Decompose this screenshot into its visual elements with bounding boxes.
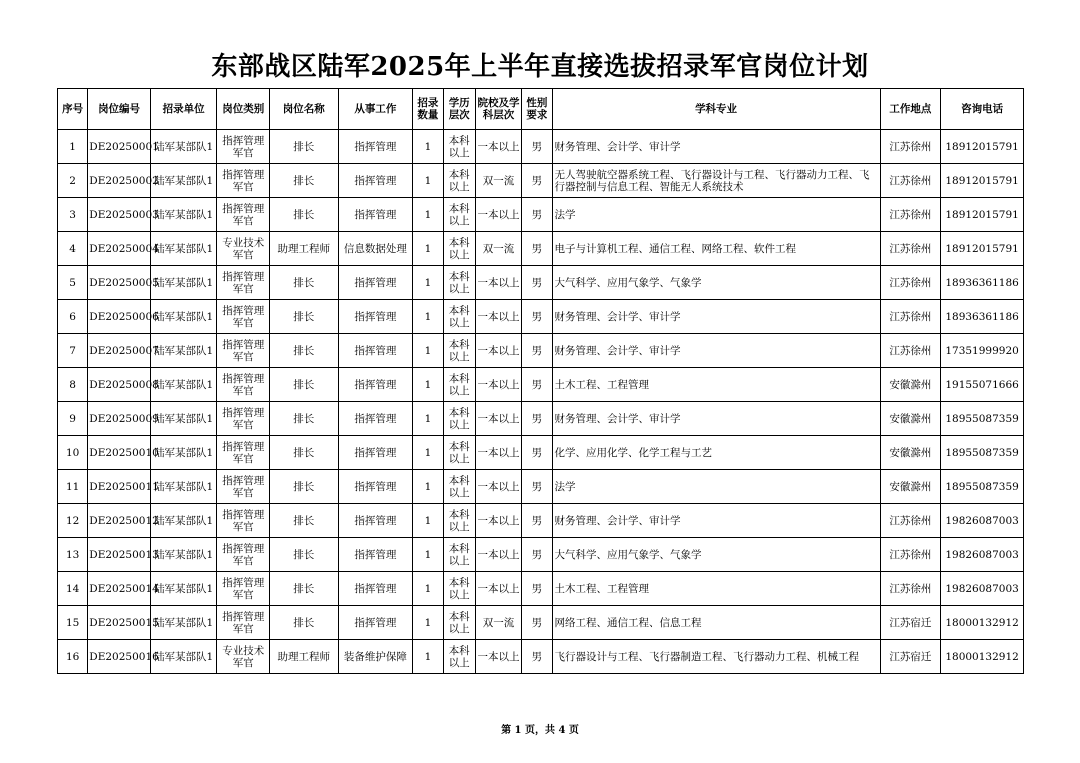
cell-index: 16 — [58, 640, 88, 674]
table-row — [58, 300, 1024, 334]
cell-position-code: DE20250005 — [88, 266, 151, 300]
cell-education: 本科以上 — [443, 538, 475, 572]
cell-position-name: 排长 — [269, 130, 338, 164]
cell-position-name: 排长 — [269, 164, 338, 198]
cell-education: 本科以上 — [443, 164, 475, 198]
header-col-work-type: 从事工作 — [338, 89, 413, 130]
cell-recruiting-unit: 陆军某部队1 — [150, 368, 217, 402]
cell-location: 江苏徐州 — [880, 198, 941, 232]
cell-index: 15 — [58, 606, 88, 640]
cell-index: 2 — [58, 164, 88, 198]
cell-gender: 男 — [522, 266, 552, 300]
cell-school-level: 双一流 — [475, 164, 521, 198]
cell-position-category: 指挥管理军官 — [217, 538, 269, 572]
table-row — [58, 402, 1024, 436]
cell-index: 3 — [58, 198, 88, 232]
page-footer: 第 1 页，共 4 页 — [501, 725, 579, 736]
cell-position-name: 排长 — [269, 368, 338, 402]
cell-phone: 18955087359 — [941, 436, 1024, 470]
cell-work-type: 指挥管理 — [338, 470, 413, 504]
cell-quantity: 1 — [413, 402, 443, 436]
cell-work-type: 指挥管理 — [338, 504, 413, 538]
cell-school-level: 一本以上 — [475, 300, 521, 334]
cell-gender: 男 — [522, 334, 552, 368]
cell-location: 江苏徐州 — [880, 334, 941, 368]
cell-gender: 男 — [522, 470, 552, 504]
cell-major: 财务管理、会计学、审计学 — [552, 130, 880, 164]
cell-location: 江苏徐州 — [880, 538, 941, 572]
cell-major: 法学 — [552, 198, 880, 232]
cell-quantity: 1 — [413, 368, 443, 402]
cell-index: 7 — [58, 334, 88, 368]
header-col-position-category: 岗位类别 — [217, 89, 269, 130]
document-title: 东部战区陆军2025年上半年直接选拔招录军官岗位计划 — [211, 52, 869, 82]
cell-quantity: 1 — [413, 300, 443, 334]
cell-position-name: 排长 — [269, 436, 338, 470]
cell-recruiting-unit: 陆军某部队1 — [150, 572, 217, 606]
table-header-row — [58, 89, 1024, 130]
cell-quantity: 1 — [413, 130, 443, 164]
cell-phone: 17351999920 — [941, 334, 1024, 368]
cell-major: 财务管理、会计学、审计学 — [552, 504, 880, 538]
cell-gender: 男 — [522, 198, 552, 232]
cell-position-category: 指挥管理军官 — [217, 402, 269, 436]
cell-location: 江苏徐州 — [880, 300, 941, 334]
cell-index: 8 — [58, 368, 88, 402]
header-col-index: 序号 — [58, 89, 88, 130]
cell-recruiting-unit: 陆军某部队1 — [150, 164, 217, 198]
table-row — [58, 470, 1024, 504]
table-row — [58, 606, 1024, 640]
cell-position-name: 排长 — [269, 334, 338, 368]
cell-education: 本科以上 — [443, 436, 475, 470]
cell-major: 大气科学、应用气象学、气象学 — [552, 538, 880, 572]
cell-major: 无人驾驶航空器系统工程、飞行器设计与工程、飞行器动力工程、飞行器控制与信息工程、智能无人系统技术 — [552, 164, 880, 198]
cell-recruiting-unit: 陆军某部队1 — [150, 130, 217, 164]
table-row — [58, 538, 1024, 572]
cell-location: 江苏徐州 — [880, 164, 941, 198]
table-row — [58, 436, 1024, 470]
cell-gender: 男 — [522, 640, 552, 674]
cell-recruiting-unit: 陆军某部队1 — [150, 504, 217, 538]
cell-location: 安徽滁州 — [880, 368, 941, 402]
cell-position-category: 指挥管理军官 — [217, 130, 269, 164]
header-col-position-name: 岗位名称 — [269, 89, 338, 130]
cell-quantity: 1 — [413, 572, 443, 606]
cell-recruiting-unit: 陆军某部队1 — [150, 334, 217, 368]
cell-position-category: 专业技术军官 — [217, 640, 269, 674]
cell-location: 安徽滁州 — [880, 470, 941, 504]
cell-major: 财务管理、会计学、审计学 — [552, 300, 880, 334]
cell-position-code: DE20250015 — [88, 606, 151, 640]
cell-work-type: 指挥管理 — [338, 368, 413, 402]
cell-recruiting-unit: 陆军某部队1 — [150, 538, 217, 572]
cell-position-category: 指挥管理军官 — [217, 572, 269, 606]
cell-school-level: 一本以上 — [475, 538, 521, 572]
cell-gender: 男 — [522, 130, 552, 164]
cell-position-name: 排长 — [269, 300, 338, 334]
cell-position-code: DE20250016 — [88, 640, 151, 674]
table-row — [58, 504, 1024, 538]
header-col-school-level: 院校及学科层次 — [475, 89, 521, 130]
cell-recruiting-unit: 陆军某部队1 — [150, 606, 217, 640]
cell-gender: 男 — [522, 572, 552, 606]
cell-position-category: 指挥管理军官 — [217, 606, 269, 640]
cell-education: 本科以上 — [443, 470, 475, 504]
cell-phone: 18912015791 — [941, 130, 1024, 164]
cell-school-level: 双一流 — [475, 606, 521, 640]
cell-index: 4 — [58, 232, 88, 266]
table-row — [58, 232, 1024, 266]
cell-position-category: 指挥管理军官 — [217, 198, 269, 232]
cell-phone: 18936361186 — [941, 300, 1024, 334]
header-col-position-code: 岗位编号 — [88, 89, 151, 130]
cell-location: 江苏宿迁 — [880, 640, 941, 674]
cell-school-level: 双一流 — [475, 232, 521, 266]
cell-quantity: 1 — [413, 470, 443, 504]
cell-school-level: 一本以上 — [475, 640, 521, 674]
cell-school-level: 一本以上 — [475, 368, 521, 402]
cell-index: 5 — [58, 266, 88, 300]
cell-quantity: 1 — [413, 198, 443, 232]
cell-education: 本科以上 — [443, 640, 475, 674]
cell-quantity: 1 — [413, 640, 443, 674]
cell-position-name: 助理工程师 — [269, 232, 338, 266]
cell-position-code: DE20250006 — [88, 300, 151, 334]
cell-index: 12 — [58, 504, 88, 538]
table-row — [58, 368, 1024, 402]
cell-school-level: 一本以上 — [475, 266, 521, 300]
cell-school-level: 一本以上 — [475, 334, 521, 368]
cell-education: 本科以上 — [443, 130, 475, 164]
cell-index: 9 — [58, 402, 88, 436]
cell-position-name: 排长 — [269, 504, 338, 538]
cell-phone: 18936361186 — [941, 266, 1024, 300]
cell-quantity: 1 — [413, 164, 443, 198]
cell-phone: 18912015791 — [941, 198, 1024, 232]
cell-position-category: 指挥管理军官 — [217, 504, 269, 538]
cell-location: 江苏宿迁 — [880, 606, 941, 640]
cell-position-category: 指挥管理军官 — [217, 436, 269, 470]
cell-location: 江苏徐州 — [880, 130, 941, 164]
cell-work-type: 指挥管理 — [338, 334, 413, 368]
cell-work-type: 指挥管理 — [338, 606, 413, 640]
cell-major: 法学 — [552, 470, 880, 504]
cell-recruiting-unit: 陆军某部队1 — [150, 640, 217, 674]
header-col-major: 学科专业 — [552, 89, 880, 130]
cell-phone: 18912015791 — [941, 164, 1024, 198]
cell-work-type: 装备维护保障 — [338, 640, 413, 674]
table-row — [58, 640, 1024, 674]
cell-position-name: 排长 — [269, 198, 338, 232]
cell-major: 财务管理、会计学、审计学 — [552, 402, 880, 436]
cell-gender: 男 — [522, 368, 552, 402]
cell-location: 安徽滁州 — [880, 436, 941, 470]
header-col-location: 工作地点 — [880, 89, 941, 130]
cell-work-type: 指挥管理 — [338, 572, 413, 606]
cell-major: 电子与计算机工程、通信工程、网络工程、软件工程 — [552, 232, 880, 266]
table-row — [58, 266, 1024, 300]
header-col-recruiting-unit: 招录单位 — [150, 89, 217, 130]
cell-major: 大气科学、应用气象学、气象学 — [552, 266, 880, 300]
cell-recruiting-unit: 陆军某部队1 — [150, 402, 217, 436]
cell-major: 网络工程、通信工程、信息工程 — [552, 606, 880, 640]
cell-index: 13 — [58, 538, 88, 572]
cell-position-name: 排长 — [269, 402, 338, 436]
cell-phone: 18000132912 — [941, 640, 1024, 674]
cell-work-type: 指挥管理 — [338, 402, 413, 436]
cell-quantity: 1 — [413, 266, 443, 300]
cell-recruiting-unit: 陆军某部队1 — [150, 436, 217, 470]
cell-phone: 19826087003 — [941, 504, 1024, 538]
header-col-quantity: 招录数量 — [413, 89, 443, 130]
table-row — [58, 334, 1024, 368]
cell-position-code: DE20250009 — [88, 402, 151, 436]
table-row — [58, 198, 1024, 232]
cell-phone: 19826087003 — [941, 538, 1024, 572]
cell-gender: 男 — [522, 538, 552, 572]
cell-gender: 男 — [522, 164, 552, 198]
cell-position-code: DE20250008 — [88, 368, 151, 402]
cell-gender: 男 — [522, 606, 552, 640]
cell-position-category: 指挥管理军官 — [217, 368, 269, 402]
cell-major: 财务管理、会计学、审计学 — [552, 334, 880, 368]
cell-phone: 19155071666 — [941, 368, 1024, 402]
cell-position-code: DE20250012 — [88, 504, 151, 538]
cell-school-level: 一本以上 — [475, 436, 521, 470]
cell-school-level: 一本以上 — [475, 504, 521, 538]
table-row — [58, 130, 1024, 164]
cell-position-code: DE20250003 — [88, 198, 151, 232]
cell-quantity: 1 — [413, 538, 443, 572]
table-body — [58, 130, 1024, 674]
cell-position-code: DE20250010 — [88, 436, 151, 470]
cell-position-name: 排长 — [269, 606, 338, 640]
cell-position-name: 排长 — [269, 266, 338, 300]
cell-position-code: DE20250002 — [88, 164, 151, 198]
cell-position-code: DE20250013 — [88, 538, 151, 572]
cell-education: 本科以上 — [443, 402, 475, 436]
cell-location: 江苏徐州 — [880, 572, 941, 606]
cell-position-code: DE20250014 — [88, 572, 151, 606]
cell-school-level: 一本以上 — [475, 402, 521, 436]
cell-quantity: 1 — [413, 606, 443, 640]
cell-work-type: 指挥管理 — [338, 130, 413, 164]
cell-location: 江苏徐州 — [880, 504, 941, 538]
cell-school-level: 一本以上 — [475, 198, 521, 232]
cell-recruiting-unit: 陆军某部队1 — [150, 232, 217, 266]
cell-school-level: 一本以上 — [475, 470, 521, 504]
cell-index: 10 — [58, 436, 88, 470]
cell-education: 本科以上 — [443, 606, 475, 640]
cell-location: 江苏徐州 — [880, 232, 941, 266]
cell-quantity: 1 — [413, 232, 443, 266]
header-col-phone: 咨询电话 — [941, 89, 1024, 130]
cell-position-code: DE20250001 — [88, 130, 151, 164]
cell-gender: 男 — [522, 402, 552, 436]
cell-position-category: 指挥管理军官 — [217, 266, 269, 300]
cell-education: 本科以上 — [443, 300, 475, 334]
cell-index: 6 — [58, 300, 88, 334]
cell-position-name: 排长 — [269, 470, 338, 504]
cell-position-category: 专业技术军官 — [217, 232, 269, 266]
table-row — [58, 164, 1024, 198]
cell-work-type: 指挥管理 — [338, 436, 413, 470]
cell-major: 化学、应用化学、化学工程与工艺 — [552, 436, 880, 470]
cell-major: 土木工程、工程管理 — [552, 368, 880, 402]
cell-quantity: 1 — [413, 504, 443, 538]
cell-gender: 男 — [522, 436, 552, 470]
cell-school-level: 一本以上 — [475, 130, 521, 164]
cell-education: 本科以上 — [443, 334, 475, 368]
cell-recruiting-unit: 陆军某部队1 — [150, 470, 217, 504]
cell-quantity: 1 — [413, 334, 443, 368]
cell-phone: 19826087003 — [941, 572, 1024, 606]
cell-phone: 18000132912 — [941, 606, 1024, 640]
cell-position-name: 助理工程师 — [269, 640, 338, 674]
cell-education: 本科以上 — [443, 198, 475, 232]
position-plan-table — [57, 88, 1024, 674]
cell-index: 14 — [58, 572, 88, 606]
cell-education: 本科以上 — [443, 266, 475, 300]
cell-location: 安徽滁州 — [880, 402, 941, 436]
cell-major: 土木工程、工程管理 — [552, 572, 880, 606]
cell-major: 飞行器设计与工程、飞行器制造工程、飞行器动力工程、机械工程 — [552, 640, 880, 674]
cell-position-name: 排长 — [269, 572, 338, 606]
cell-education: 本科以上 — [443, 572, 475, 606]
cell-education: 本科以上 — [443, 232, 475, 266]
cell-location: 江苏徐州 — [880, 266, 941, 300]
cell-position-category: 指挥管理军官 — [217, 334, 269, 368]
cell-work-type: 信息数据处理 — [338, 232, 413, 266]
cell-phone: 18912015791 — [941, 232, 1024, 266]
cell-position-category: 指挥管理军官 — [217, 164, 269, 198]
cell-recruiting-unit: 陆军某部队1 — [150, 198, 217, 232]
cell-recruiting-unit: 陆军某部队1 — [150, 266, 217, 300]
cell-work-type: 指挥管理 — [338, 198, 413, 232]
cell-gender: 男 — [522, 232, 552, 266]
header-col-education: 学历层次 — [443, 89, 475, 130]
cell-gender: 男 — [522, 300, 552, 334]
cell-position-code: DE20250011 — [88, 470, 151, 504]
table-row — [58, 572, 1024, 606]
cell-position-category: 指挥管理军官 — [217, 300, 269, 334]
cell-position-name: 排长 — [269, 538, 338, 572]
cell-quantity: 1 — [413, 436, 443, 470]
cell-index: 1 — [58, 130, 88, 164]
header-col-gender: 性别要求 — [522, 89, 552, 130]
cell-phone: 18955087359 — [941, 402, 1024, 436]
cell-recruiting-unit: 陆军某部队1 — [150, 300, 217, 334]
cell-position-category: 指挥管理军官 — [217, 470, 269, 504]
cell-work-type: 指挥管理 — [338, 266, 413, 300]
cell-work-type: 指挥管理 — [338, 538, 413, 572]
cell-education: 本科以上 — [443, 504, 475, 538]
cell-phone: 18955087359 — [941, 470, 1024, 504]
cell-index: 11 — [58, 470, 88, 504]
cell-work-type: 指挥管理 — [338, 164, 413, 198]
cell-education: 本科以上 — [443, 368, 475, 402]
cell-gender: 男 — [522, 504, 552, 538]
cell-position-code: DE20250007 — [88, 334, 151, 368]
cell-school-level: 一本以上 — [475, 572, 521, 606]
cell-position-code: DE20250004 — [88, 232, 151, 266]
cell-work-type: 指挥管理 — [338, 300, 413, 334]
